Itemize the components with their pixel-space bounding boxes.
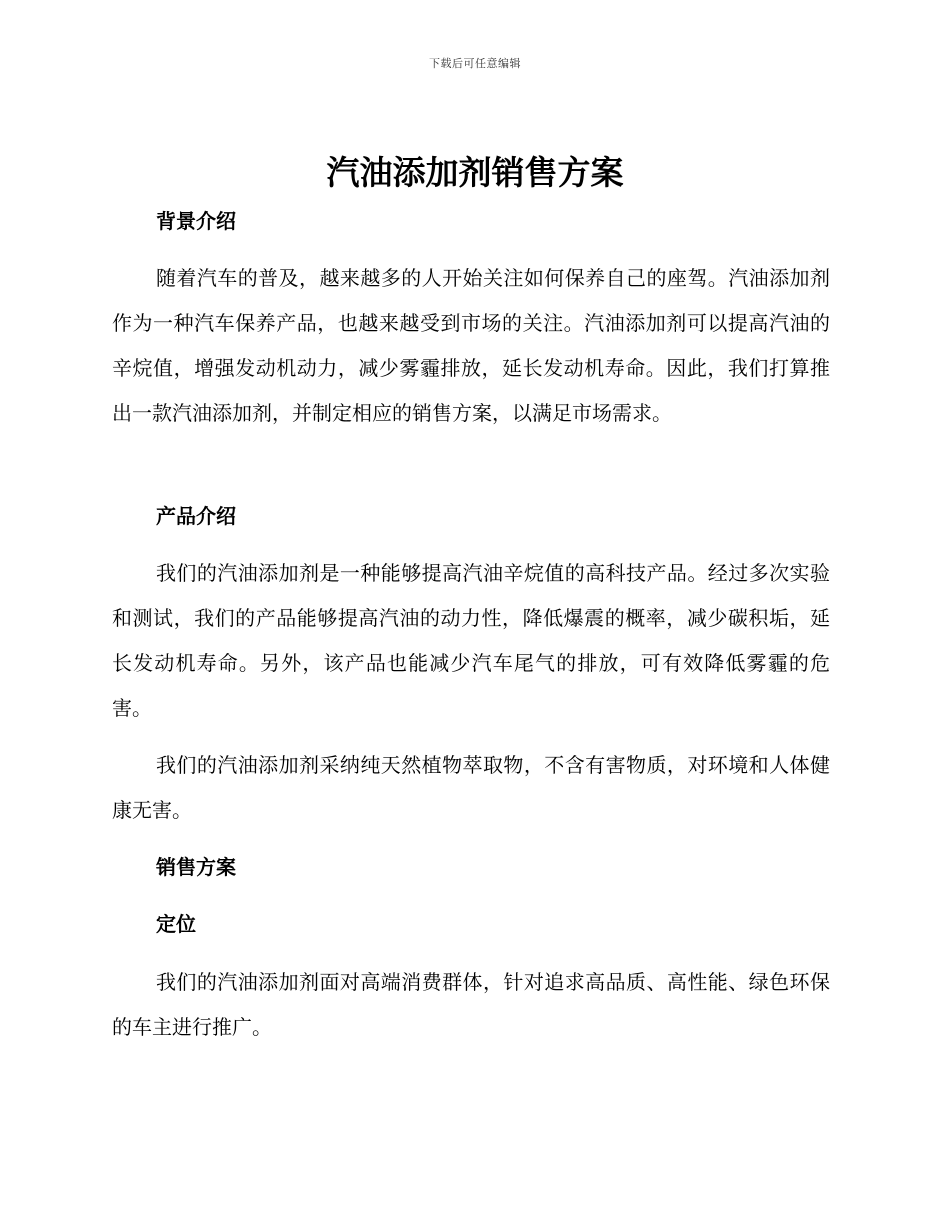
section-background-heading-block <box>112 207 830 235</box>
section-product-heading-block <box>112 502 830 530</box>
section-background-body <box>112 256 830 436</box>
section-heading-sales: 销售方案 <box>156 855 236 879</box>
positioning-paragraph: 我们的汽油添加剂面对高端消费群体，针对追求高品质、高性能、绿色环保的车主进行推广。 <box>112 970 830 1039</box>
section-product-body-2 <box>112 743 830 833</box>
section-positioning-body <box>112 960 830 1050</box>
section-product-body-1 <box>112 551 830 731</box>
product-paragraph-1: 我们的汽油添加剂是一种能够提高汽油辛烷值的高科技产品。经过多次实验和测试，我们的产品能够提高汽油的动力性，降低爆震的概率，减少碳积垢，延长发动机寿命。另外，该产品也能减少汽车尾气的排放，可有效降低雾霾的危害。 <box>112 561 830 720</box>
section-heading-background: 背景介绍 <box>156 209 236 233</box>
product-paragraph-2: 我们的汽油添加剂采纳纯天然植物萃取物，不含有害物质，对环境和人体健康无害。 <box>112 753 830 822</box>
document-title: 汽油添加剂销售方案 <box>326 153 624 192</box>
background-paragraph: 随着汽车的普及，越来越多的人开始关注如何保养自己的座驾。汽油添加剂作为一种汽车保养产品，也越来越受到市场的关注。汽油添加剂可以提高汽油的辛烷值，增强发动机动力，减少雾霾排放，延长发动机寿命。因此，我们打算推出一款汽油添加剂，并制定相应的销售方案，以满足市场需求。 <box>112 266 830 425</box>
subsection-heading-positioning: 定位 <box>156 912 196 936</box>
header-note: 下载后可任意编辑 <box>429 57 521 70</box>
section-positioning-heading-block <box>112 910 830 938</box>
section-sales-heading-block <box>112 853 830 881</box>
section-heading-product: 产品介绍 <box>156 504 236 528</box>
